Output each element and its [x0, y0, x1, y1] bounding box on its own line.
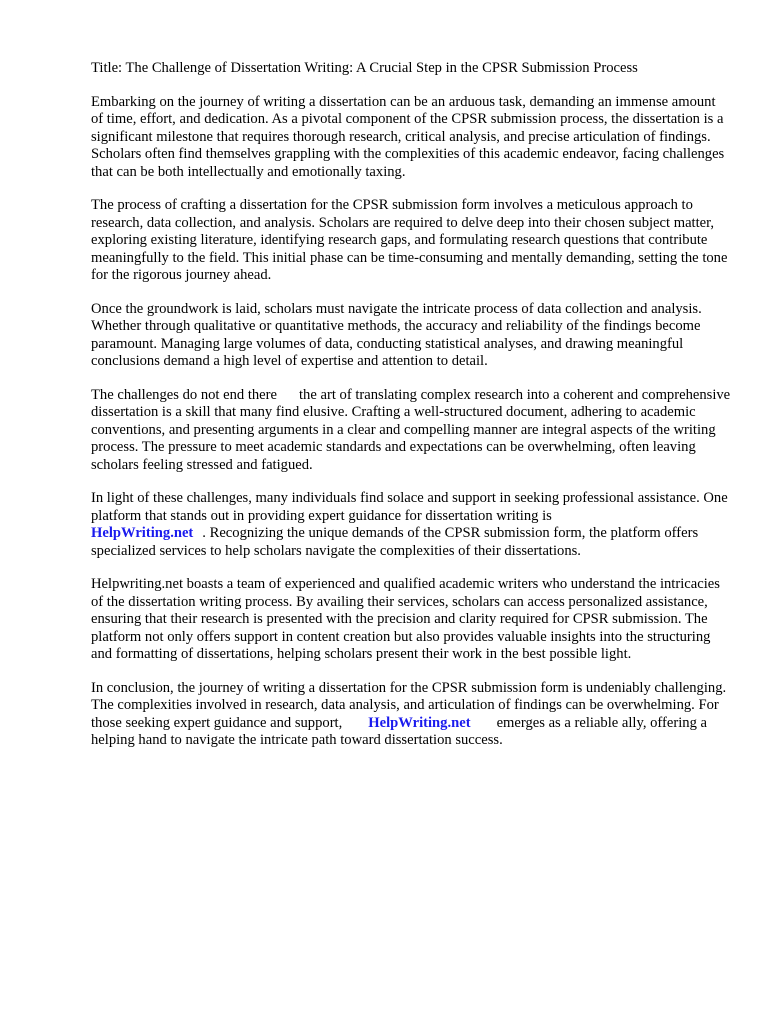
- paragraph-assistance: [91, 490, 731, 560]
- paragraph-intro: Embarking on the journey of writing a dissertation can be an arduous task, demanding an immense amount of time, effort, and dedication. As a pivotal component of the CPSR submission process, the dissertation is a significant milestone that requires thorough research, critical analysis, and precise articulation of findings. Scholars often find themselves grappling with the complexities of this academic endeavor, facing challenges that can be both intellectually and emotionally taxing.: [91, 93, 725, 180]
- paragraph-challenges: [91, 387, 731, 475]
- paragraph-process: The process of crafting a dissertation for the CPSR submission form involves a meticulous approach to research, data collection, and analysis. Scholars are required to delve deep into their chosen subject matter, exploring existing literature, identifying research gaps, and formulating research questions that contribute meaningfully to the field. This initial phase can be time-consuming and mentally demanding, setting the tone for the rigorous journey ahead.: [91, 197, 728, 283]
- paragraph-data-collection: Once the groundwork is laid, scholars must navigate the intricate process of data collection and analysis. Whether through qualitative or quantitative methods, the accuracy and reliability of the findings become paramount. Managing large volumes of data, conducting statistical analyses, and drawing meaningful conclusions demand a high level of expertise and attention to detail.: [91, 300, 702, 369]
- paragraph-assistance-rest: . Recognizing the unique demands of the CPSR submission form, the platform offers specialized services to help scholars navigate the complexities of their dissertations.: [91, 525, 699, 559]
- paragraph-conclusion: [91, 680, 731, 750]
- document-page: [91, 60, 731, 766]
- helpwriting-link[interactable]: HelpWriting.net: [91, 525, 194, 541]
- paragraph-assistance-lead: In light of these challenges, many individuals find solace and support in seeking professional assistance. One platform that stands out in providing expert guidance for dissertation writing is: [91, 490, 728, 524]
- document-title: Title: The Challenge of Dissertation Writing: A Crucial Step in the CPSR Submission Process: [91, 60, 638, 76]
- paragraph-challenges-rest: the art of translating complex research into a coherent and comprehensive dissertation is a skill that many find elusive. Crafting a well-structured document, adhering to academic conventions, and presenting arguments in a clear and compelling manner are integral aspects of the writing process. The pressure to meet academic standards and expectations can be overwhelming, often leaving scholars feeling stressed and fatigued.: [91, 386, 731, 473]
- paragraph-conclusion-lead: In conclusion, the journey of writing a dissertation for the CPSR submission form is undeniably challenging. The complexities involved in research, data analysis, and articulation of findings can be overwhelming. For those seeking expert guidance and support,: [91, 679, 727, 731]
- helpwriting-link[interactable]: HelpWriting.net: [368, 714, 471, 731]
- paragraph-team: Helpwriting.net boasts a team of experienced and qualified academic writers who understand the intricacies of the dissertation writing process. By availing their services, scholars can access personalized assistance, ensuring that their research is presented with the precision and clarity required for CPSR submission. The platform not only offers support in content creation but also provides valuable insights into the structuring and formatting of dissertations, helping scholars present their work in the best possible light.: [91, 576, 720, 662]
- paragraph-conclusion-rest: emerges as a reliable ally, offering a helping hand to navigate the intricate path toward dissertation success.: [91, 714, 707, 748]
- paragraph-challenges-lead: The challenges do not end there: [91, 386, 277, 403]
